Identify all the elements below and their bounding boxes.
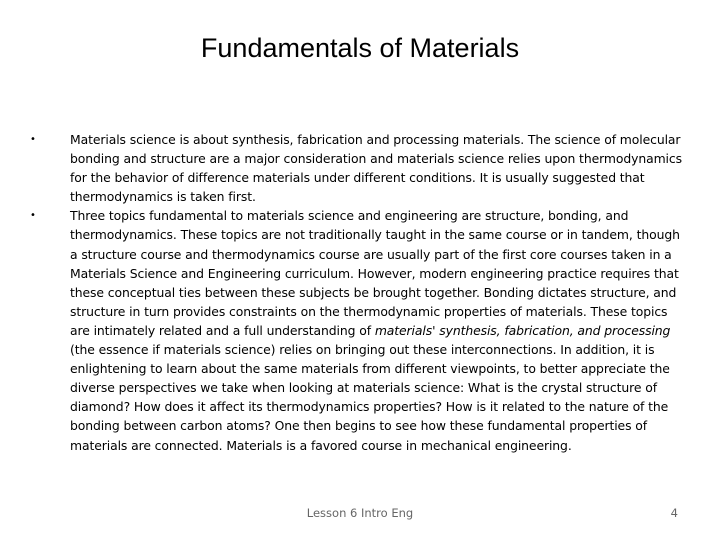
bullet-text-continued: (the essence if materials science) relies on bringing out these interconnections. In addition, it is enlightening to learn about the same materials from different viewpoints, to better appreciate the diverse perspectives we take when looking at materials science: What is the crystal structure of diamond? How does it affect its thermodynamics properties? How is it related to the nature of the bonding between carbon atoms? One then begins to see how these fundamental properties of materials are connected. Materials is a favored course in mechanical engineering. [70,342,670,453]
bullet-item-2 [30,206,685,454]
bullet-dot-icon: • [30,210,36,222]
bullet-text: Three topics fundamental to materials science and engineering are structure, bonding, and thermodynamics. These topics are not traditionally taught in the same course or in tandem, though a structure course and thermodynamics course are usually part of the first core courses taken in a Materials Science and Engineering curriculum. However, modern engineering practice requires that these conceptual ties between these subjects be brought together. Bonding dictates structure, and structure in turn provides constraints on the thermodynamic properties of materials. These topics are intimately related and a full understanding of [70,208,680,338]
slide-title: Fundamentals of Materials [200,33,520,63]
bullet-item-1 [30,130,685,206]
page-number: 4 [670,506,678,520]
bullet-text: Materials science is about synthesis, fabrication and processing materials. The science of molecular bonding and structure are a major consideration and materials science relies upon thermodynamics for the behavior of difference materials under different conditions. It is usually suggested that thermodynamics is taken first. [70,132,682,205]
bullet-emphasis: materials' synthesis, fabrication, and processing [374,322,671,338]
slide-footer: Lesson 6 Intro Eng [306,506,414,520]
bullet-list [30,130,685,455]
bullet-dot-icon: • [30,134,36,145]
